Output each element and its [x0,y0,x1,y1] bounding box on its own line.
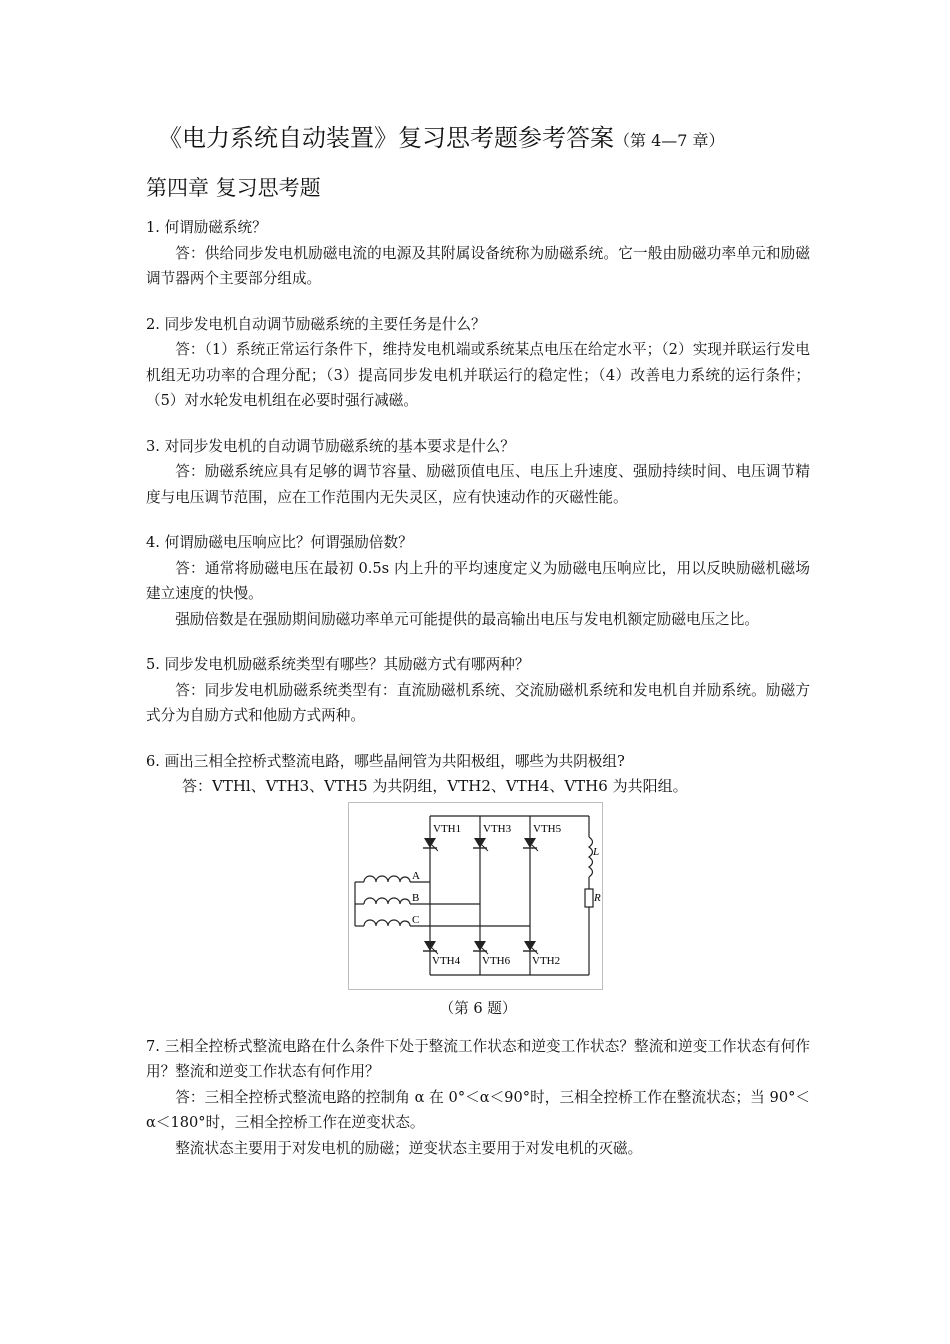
label-vth3: VTH3 [483,822,512,835]
figure-caption: （第 6 题） [439,999,517,1017]
question-7: 7. 三相全控桥式整流电路在什么条件下处于整流工作状态和逆变工作状态？整流和逆变工作状态有何作用？整流和逆变工作状态有何作用？ [146,1037,810,1080]
question-3: 3. 对同步发电机的自动调节励磁系统的基本要求是什么？ [146,437,515,455]
qa-block-4 [146,530,810,632]
qa-block-7 [146,1034,810,1162]
answer-6: 答：VTHl、VTH3、VTH5 为共阴组，VTH2、VTH4、VTH6 为共阳组。 [182,777,688,795]
qa-block-5 [146,652,810,729]
label-phase-c: C [412,913,420,926]
qa-block-3 [146,434,810,511]
label-vth5: VTH5 [533,822,562,835]
question-1: 1. 何谓励磁系统？ [146,219,267,236]
label-inductor: L [593,845,600,858]
question-5: 5. 同步发电机励磁系统类型有哪些？其励磁方式有哪两种？ [146,656,530,673]
answer-7-part-1: 答：三相全控桥式整流电路的控制角 α 在 0°＜α＜90°时，三相全控桥工作在整流状态；当 90°＜α＜180°时，三相全控桥工作在逆变状态。 [146,1088,810,1131]
answer-3: 答：励磁系统应具有足够的调节容量、励磁顶值电压、电压上升速度、强励持续时间、电压调节精度与电压调节范围，应在工作范围内无失灵区，应有快速动作的灭磁性能。 [146,463,810,506]
label-vth1: VTH1 [433,822,462,835]
document-title [158,118,725,153]
question-2: 2. 同步发电机自动调节励磁系统的主要任务是什么？ [146,315,486,333]
figure-6 [146,802,810,1034]
title-chapter-range: （第 4—7 章） [614,131,725,150]
label-resistor: R [594,891,601,904]
answer-4-part-2: 强励倍数是在强励期间励磁功率单元可能提供的最高输出电压与发电机额定励磁电压之比。 [175,610,759,628]
question-6: 6. 画出三相全控桥式整流电路，哪些晶闸管为共阳极组，哪些为共阴极组? [146,752,625,770]
answer-7-part-2: 整流状态主要用于对发电机的励磁；逆变状态主要用于对发电机的灭磁。 [175,1139,643,1157]
circuit-diagram [348,802,603,990]
qa-block-1 [146,215,810,292]
qa-block-6 [146,749,810,1034]
label-phase-a: A [412,869,420,882]
question-4: 4. 何谓励磁电压响应比？何谓强励倍数？ [146,534,413,551]
answer-1: 答：供给同步发电机励磁电流的电源及其附属设备统称为励磁系统。它一般由励磁功率单元和励磁调节器两个主要部分组成。 [146,244,810,287]
bridge-rectifier-svg [349,803,602,989]
answer-2: 答：（1）系统正常运行条件下，维持发电机端或系统某点电压在给定水平；（2）实现并联运行发电机组无功功率的合理分配；（3）提高同步发电机并联运行的稳定性；（4）改善电力系统的运行条件；（5）对水轮发电机组在必要时强行减磁。 [146,341,810,409]
answer-4-part-1: 答：通常将励磁电压在最初 0.5s 内上升的平均速度定义为励磁电压响应比，用以反映励磁机磁场建立速度的快慢。 [146,559,810,602]
qa-block-2 [146,312,810,414]
chapter-heading: 第四章 复习思考题 [146,176,321,200]
title-main: 《电力系统自动装置》复习思考题参考答案 [158,124,614,152]
label-vth4: VTH4 [432,954,461,967]
label-phase-b: B [412,891,420,904]
answer-5: 答：同步发电机励磁系统类型有：直流励磁机系统、交流励磁机系统和发电机自并励系统。励磁方式分为自励方式和他励方式两种。 [146,681,810,724]
label-vth6: VTH6 [482,954,511,967]
label-vth2: VTH2 [532,954,561,967]
qa-content [146,215,810,1161]
